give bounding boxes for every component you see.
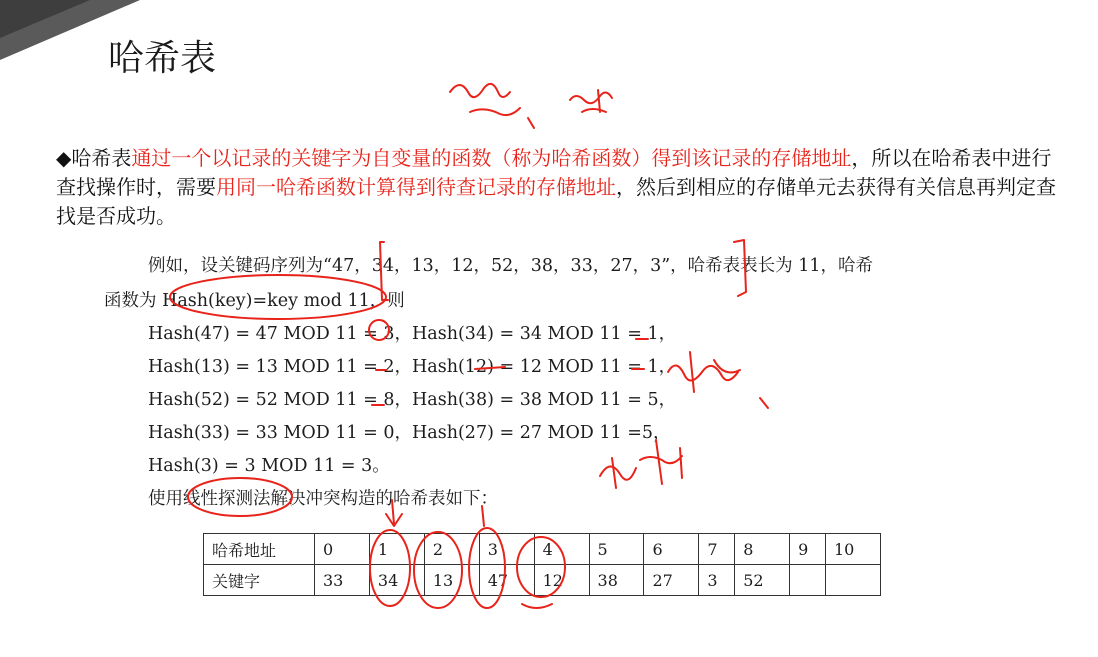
table-cell: 2 [424,534,479,565]
table-cell: 34 [369,565,424,596]
underline-mark [522,604,552,608]
method-line: 使用线性探测法解决冲突构造的哈希表如下： [148,489,498,509]
intro-segment: ，所以在哈希表中进行查找操作时，需要 [56,146,1052,199]
table-cell: 6 [644,534,699,565]
table-cell: 5 [589,534,644,565]
hash-table [203,533,881,596]
intro-segment: 哈希表 [71,146,132,170]
example-line-1: 例如，设关键码序列为“47，34，13，12，52，38，33，27，3”，哈希表表长为 11，哈希 [148,256,874,276]
row-label: 关键字 [204,565,315,596]
table-cell: 7 [699,534,735,565]
table-cell: 27 [644,565,699,596]
table-cell: 47 [479,565,534,596]
table-cell: 33 [315,565,370,596]
table-cell: 38 [589,565,644,596]
table-row-address [204,534,881,565]
table-cell: 0 [315,534,370,565]
row-label: 哈希地址 [204,534,315,565]
table-cell: 10 [826,534,881,565]
table-cell: 4 [534,534,589,565]
handwriting-scribble [668,352,768,408]
table-cell: 52 [735,565,790,596]
handwriting-scribble [570,90,612,112]
calc-line: Hash(13) = 13 MOD 11 = 2，Hash(12) = 12 MOD 11 = 1， [148,357,677,377]
table-cell [790,565,826,596]
table-cell: 12 [534,565,589,596]
calc-line: Hash(52) = 52 MOD 11 = 8，Hash(38) = 38 MOD 11 = 5， [148,390,677,410]
table-cell: 1 [369,534,424,565]
table-cell: 9 [790,534,826,565]
intro-segment-highlight: 用同一哈希函数计算得到待查记录的存储地址 [216,175,616,199]
table-row-keys [204,565,881,596]
intro-paragraph [56,144,1060,231]
table-cell: 13 [424,565,479,596]
slide-title: 哈希表 [108,38,217,79]
calc-line: Hash(47) = 47 MOD 11 = 3，Hash(34) = 34 MOD 11 = 1， [148,324,677,344]
calc-line: Hash(3) = 3 MOD 11 = 3。 [148,456,390,476]
intro-segment: ，然后到相应的存储单元去获得有关信息再判定查找是否成功。 [56,175,1056,228]
handwriting-scribble [600,440,682,488]
table-cell: 8 [735,534,790,565]
table-cell [826,565,881,596]
bullet-icon: ◆ [56,146,72,170]
calc-line: Hash(33) = 33 MOD 11 = 0，Hash(27) = 27 MOD 11 =5， [148,423,671,443]
table-cell: 3 [699,565,735,596]
example-line-2: 函数为 Hash(key)=key mod 11，则 [104,291,405,311]
table-cell: 3 [479,534,534,565]
intro-segment-highlight: 通过一个以记录的关键字为自变量的函数（称为哈希函数）得到该记录的存储地址 [131,146,852,170]
handwriting-scribble [450,84,534,128]
